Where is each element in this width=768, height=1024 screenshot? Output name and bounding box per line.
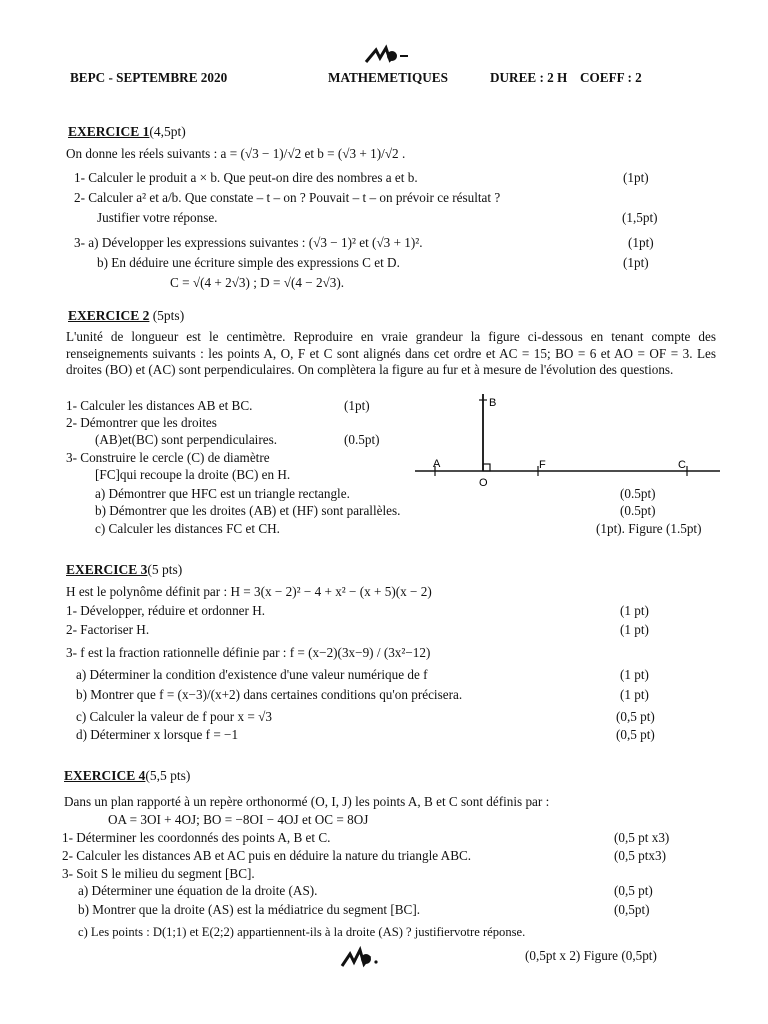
exam-subject: MATHEMETIQUES [328, 70, 448, 85]
exercise3-q3b: b) Montrer que f = (x−3)/(x+2) dans certaines conditions qu'on précisera. [76, 687, 463, 702]
right-angle-marker [483, 464, 490, 471]
exercise1-q2: 2- Calculer a² et a/b. Que constate – t – on ? Pouvait – t – on prévoir ce résultat ? [74, 190, 501, 205]
exercise4-q3c-points: (0,5pt x 2) Figure (0,5pt) [525, 948, 657, 963]
exercise3-q2: 2- Factoriser H. [66, 622, 150, 637]
exercise1-heading [68, 124, 186, 140]
exercise1-q3b: b) En déduire une écriture simple des expressions C et D. [97, 255, 400, 270]
exercise3-q3d: d) Déterminer x lorsque f = −1 [76, 727, 239, 742]
exercise4-q1: 1- Déterminer les coordonnés des points A, B et C. [62, 830, 331, 845]
exercise1-q1: 1- Calculer le produit a × b. Que peut-on dire des nombres a et b. [74, 170, 418, 185]
exercise1-q3b-points: (1pt) [623, 255, 649, 270]
exercise2-figure [415, 388, 725, 488]
exercise3-heading [66, 562, 182, 578]
exam-duration: DUREE : 2 H [490, 70, 568, 85]
exercise4-q3a-points: (0,5 pt) [614, 883, 653, 898]
exercise3-q3a: a) Déterminer la condition d'existence d'une valeur numérique de f [76, 667, 428, 682]
stamp-logo-bottom [338, 944, 388, 970]
exercise3-q1: 1- Développer, réduire et ordonner H. [66, 603, 266, 618]
exercise4-score: (5,5 pts) [145, 768, 191, 783]
exercise1-q2-points: (1,5pt) [622, 210, 658, 225]
exercise2-title: EXERCICE 2 [68, 308, 150, 323]
exercise4-vectors: OA = 3OI + 4OJ; BO = −8OI − 4OJ et OC = 8OJ [108, 812, 369, 827]
stamp-logo-top [362, 42, 412, 66]
label-a: A [433, 458, 441, 470]
exam-session: BEPC - SEPTEMBRE 2020 [70, 70, 228, 85]
label-c: C [678, 459, 686, 471]
exercise4-title: EXERCICE 4 [64, 768, 146, 783]
exercise3-q1-points: (1 pt) [620, 603, 649, 618]
exercise2-q3a-points: (0.5pt) [620, 486, 656, 501]
exercise1-q3-expressions: C = √(4 + 2√3) ; D = √(4 − 2√3). [170, 275, 345, 290]
exercise2-q1: 1- Calculer les distances AB et BC. [66, 398, 253, 413]
exercise4-q2: 2- Calculer les distances AB et AC puis en déduire la nature du triangle ABC. [62, 848, 472, 863]
exercise2-q3: 3- Construire le cercle (C) de diamètre [66, 450, 270, 465]
exercise1-q1-points: (1pt) [623, 170, 649, 185]
exercise2-q3b-points: (0.5pt) [620, 503, 656, 518]
exercise4-q3c: c) Les points : D(1;1) et E(2;2) appartiennent-ils à la droite (AS) ? justifiervotre réponse. [78, 925, 526, 939]
exercise1-title: EXERCICE 1 [68, 124, 150, 139]
exercise3-q3b-points: (1 pt) [620, 687, 649, 702]
exercise3-q3a-points: (1 pt) [620, 667, 649, 682]
exercise2-q3c-points: (1pt). Figure (1.5pt) [596, 521, 702, 536]
exercise2-q2: 2- Démontrer que les droites [66, 415, 217, 430]
exercise4-intro: Dans un plan rapporté à un repère orthonormé (O, I, J) les points A, B et C sont définis par : [64, 794, 550, 809]
label-o: O [479, 477, 488, 488]
exercise2-q3c: c) Calculer les distances FC et CH. [95, 521, 280, 536]
exercise3-q2-points: (1 pt) [620, 622, 649, 637]
exercise3-q3: 3- f est la fraction rationnelle définie par : f = (x−2)(3x−9) / (3x²−12) [66, 645, 431, 660]
exercise1-q2-justify: Justifier votre réponse. [97, 210, 218, 225]
exercise3-intro: H est le polynôme définit par : H = 3(x − 2)² − 4 + x² − (x + 5)(x − 2) [66, 584, 432, 599]
exercise1-score: (4,5pt) [149, 124, 186, 139]
exercise4-q3b-points: (0,5pt) [614, 902, 650, 917]
exercise1-intro: On donne les réels suivants : a = (√3 − 1)/√2 et b = (√3 + 1)/√2 . [66, 146, 406, 161]
exercise3-title: EXERCICE 3 [66, 562, 148, 577]
exercise2-heading [68, 308, 184, 324]
exercise2-q2-points: (0.5pt) [344, 432, 380, 447]
exercise3-q3c: c) Calculer la valeur de f pour x = √3 [76, 709, 272, 724]
exercise2-q1-points: (1pt) [344, 398, 370, 413]
exercise4-heading [64, 768, 190, 784]
exercise3-q3d-points: (0,5 pt) [616, 727, 655, 742]
exam-coeff: COEFF : 2 [580, 70, 642, 85]
exercise1-q3a-points: (1pt) [628, 235, 654, 250]
exercise2-intro: L'unité de longueur est le centimètre. Reproduire en vraie grandeur la figure ci-dessous en tenant compte des renseignements suivants : les points A, O, F et C sont alignés dans cet ordre et AC = 15; BO = 6 et AO = OF = 3. Les droites (BO) et (AC) sont perpendiculaires. On complètera la figure au fur et à mesure de l'évolution des questions. [66, 329, 716, 377]
exercise4-q3: 3- Soit S le milieu du segment [BC]. [62, 866, 255, 881]
exercise2-q3-line2: [FC]qui recoupe la droite (BC) en H. [95, 467, 291, 482]
label-f: F [539, 459, 546, 471]
exercise2-q3a: a) Démontrer que HFC est un triangle rectangle. [95, 486, 350, 501]
exercise2-q3b: b) Démontrer que les droites (AB) et (HF) sont parallèles. [95, 503, 401, 518]
exercise2-q2-line2: (AB)et(BC) sont perpendiculaires. [95, 432, 278, 447]
exercise4-q3a: a) Déterminer une équation de la droite (AS). [78, 883, 318, 898]
exercise3-score: (5 pts) [147, 562, 183, 577]
exercise4-q1-points: (0,5 pt x3) [614, 830, 670, 845]
exercise4-q3b: b) Montrer que la droite (AS) est la médiatrice du segment [BC]. [78, 902, 421, 917]
exercise1-q3a: 3- a) Développer les expressions suivantes : (√3 − 1)² et (√3 + 1)². [74, 235, 423, 250]
exercise2-score: (5pts) [152, 308, 185, 323]
label-b: B [489, 397, 497, 409]
exercise3-q3c-points: (0,5 pt) [616, 709, 655, 724]
exercise4-q2-points: (0,5 ptx3) [614, 848, 667, 863]
